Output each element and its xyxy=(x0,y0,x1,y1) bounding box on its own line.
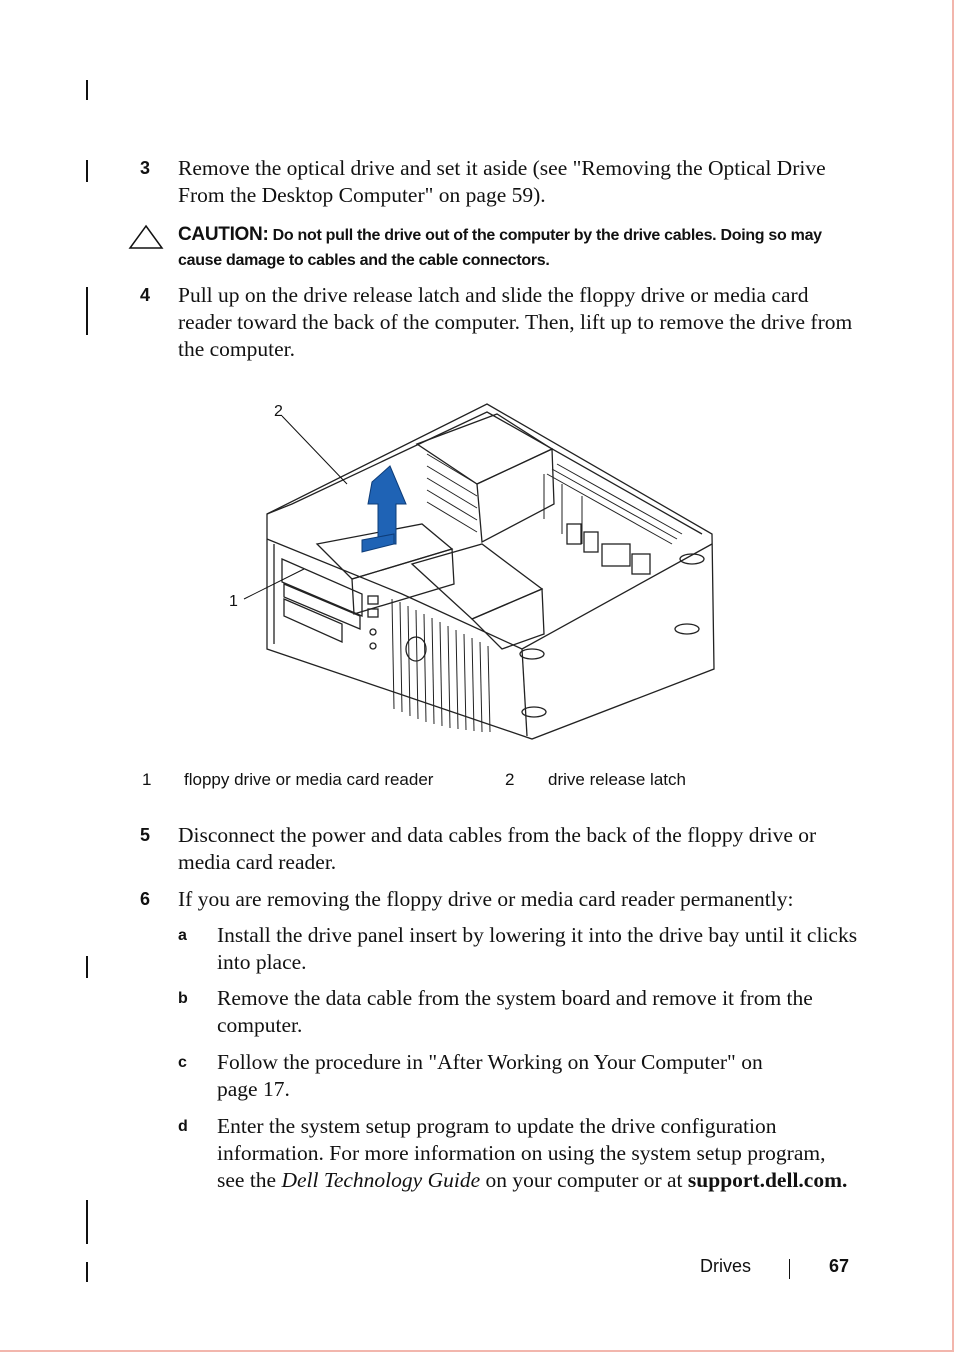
step-number: 4 xyxy=(140,285,151,305)
substep-text xyxy=(217,1113,858,1194)
substep-text-part: Enter the system setup program to update the drive configuration information. For more information on using the system setup program, see the xyxy=(217,1114,826,1192)
legend-number: 2 xyxy=(505,770,515,789)
computer-chassis-illustration xyxy=(222,394,722,744)
step-number: 5 xyxy=(140,825,151,845)
callout-label: 1 xyxy=(229,593,238,610)
change-bar xyxy=(86,1262,88,1282)
change-bar xyxy=(86,160,88,182)
step-number: 6 xyxy=(140,889,151,909)
callout-label: 2 xyxy=(274,403,283,420)
substep-text: Remove the data cable from the system board and remove it from the computer. xyxy=(217,986,813,1037)
change-bar xyxy=(86,287,88,335)
legend-number: 1 xyxy=(142,770,152,789)
step-3 xyxy=(140,155,856,209)
substep-text-part: . xyxy=(842,1168,848,1192)
caution-note xyxy=(128,222,858,273)
substep-text-part: on your computer or at xyxy=(480,1168,688,1192)
support-link[interactable]: support.dell.com xyxy=(687,1168,842,1192)
guide-title: Dell Technology Guide xyxy=(281,1168,481,1192)
footer-section-title: Drives xyxy=(700,1256,752,1276)
substep-letter: c xyxy=(178,1054,187,1071)
step-text: Remove the optical drive and set it aside (see "Removing the Optical Drive From the Desktop Computer" on page 59). xyxy=(178,156,826,207)
substep-d xyxy=(178,1113,858,1194)
legend-label: drive release latch xyxy=(548,770,686,789)
substep-letter: a xyxy=(178,927,187,944)
step-5 xyxy=(140,822,856,876)
change-bar xyxy=(86,956,88,978)
change-bar xyxy=(86,1200,88,1244)
legend-label: floppy drive or media card reader xyxy=(184,770,434,789)
substep-letter: d xyxy=(178,1118,188,1135)
substep-a xyxy=(178,922,858,976)
substep-text: Follow the procedure in "After Working on Your Computer" on page 17. xyxy=(217,1050,763,1101)
step-text: Disconnect the power and data cables from the back of the floppy drive or media card reader. xyxy=(178,823,817,874)
step-6 xyxy=(140,886,856,913)
substep-text: Install the drive panel insert by lowering it into the drive bay until it clicks into place. xyxy=(217,923,858,974)
substep-b xyxy=(178,985,858,1039)
step-number: 3 xyxy=(140,158,151,178)
page-number: 67 xyxy=(829,1256,850,1276)
caution-label: CAUTION: xyxy=(178,224,269,245)
step-text: If you are removing the floppy drive or media card reader permanently: xyxy=(178,887,794,911)
substep-letter: b xyxy=(178,990,188,1007)
substep-c xyxy=(178,1049,858,1103)
step-text: Pull up on the drive release latch and slide the floppy drive or media card reader toward the back of the computer. Then, lift up to remove the drive from the computer. xyxy=(178,283,853,361)
footer-separator xyxy=(789,1259,790,1279)
caution-text: Do not pull the drive out of the computer by the drive cables. Doing so may cause damage to cables and the cable connectors. xyxy=(178,227,822,269)
change-bar xyxy=(86,80,88,100)
caution-triangle-icon xyxy=(128,224,164,250)
step-4 xyxy=(140,282,856,363)
